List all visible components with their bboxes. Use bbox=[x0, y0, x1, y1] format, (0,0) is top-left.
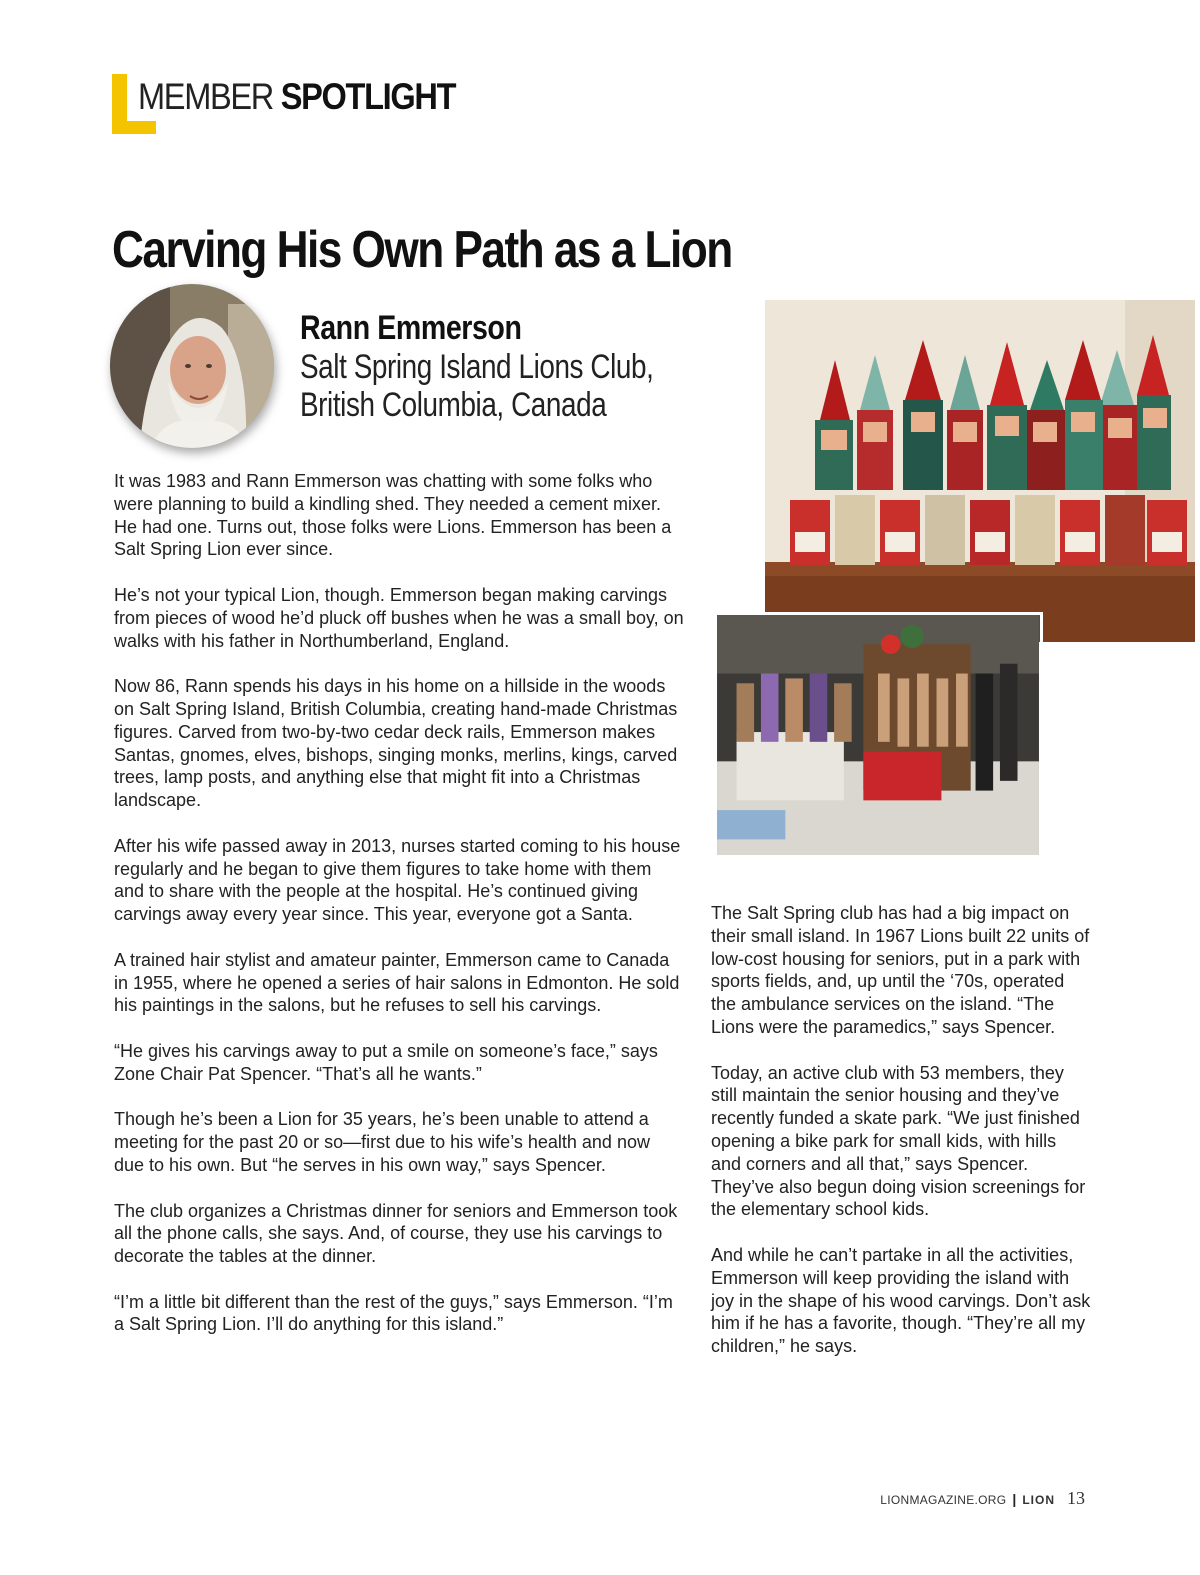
paragraph: It was 1983 and Rann Emmerson was chatting with some folks who were planning to build a kindling shed. They needed a cement mixer. He had one. Turns out, those folks were Lions. Emmerson has been a Salt Spring Lion ever since. bbox=[114, 471, 672, 560]
paragraph: Now 86, Rann spends his days in his home on a hillside in the woods on Salt Spring Island, British Columbia, creating hand-made Christmas figures. Carved from two-by-two cedar deck rails, Emmerson makes Santas, gnomes, elves, bishops, singing monks, merlins, kings, carved trees, lamp posts, and anything else that might fit into a Christmas landscape. bbox=[114, 676, 678, 811]
paragraph: He’s not your typical Lion, though. Emmerson began making carvings from pieces of wood he’d pluck off bushes when he was a small boy, on walks with his father in Northumberland, England. bbox=[114, 584, 684, 651]
paragraph: “He gives his carvings away to put a smile on someone’s face,” says Zone Chair Pat Spencer. “That’s all he wants.” bbox=[114, 1040, 658, 1084]
paragraph: Though he’s been a Lion for 35 years, he’s been unable to attend a meeting for the past 20 or so—first due to his wife’s health and now due to his own. But “he serves in his own way,” says Spencer. bbox=[114, 1109, 650, 1175]
member-club: Salt Spring Island Lions Club, bbox=[300, 348, 654, 386]
paragraph: Today, an active club with 53 members, they still maintain the senior housing and they’ve recently funded a skate park. “We just finished opening a bike park for small kids, with hills and corners and all that,” says Spencer. They’ve also begun doing vision screenings for the elementary school kids. bbox=[711, 1062, 1086, 1220]
carvings-photo-shelf bbox=[765, 300, 1195, 642]
section-label-bold: SPOTLIGHT bbox=[280, 76, 456, 117]
section-label-light: MEMBER bbox=[138, 76, 273, 117]
page-footer bbox=[880, 1488, 1085, 1509]
paragraph: After his wife passed away in 2013, nurses started coming to his house regularly and he began to give them figures to take home with them and to share with the people at the hospital. He’s continued giving carvings away every year since. This year, everyone got a Santa. bbox=[114, 835, 681, 925]
section-label bbox=[138, 76, 455, 118]
carvings-photo-table bbox=[713, 612, 1043, 858]
footer-separator: | bbox=[1012, 1491, 1017, 1507]
member-portrait bbox=[110, 284, 274, 448]
paragraph: A trained hair stylist and amateur painter, Emmerson came to Canada in 1955, where he opened a series of hair salons in Edmonton. He sold his paintings in the salons, but he refuses to sell his carvings. bbox=[114, 949, 680, 1016]
member-name: Rann Emmerson bbox=[300, 309, 522, 347]
article-body-left-column bbox=[114, 470, 684, 1359]
paragraph: The club organizes a Christmas dinner for seniors and Emmerson took all the phone calls, she says. And, of course, they use his carvings to decorate the tables at the dinner. bbox=[114, 1200, 678, 1267]
footer-brand: LION bbox=[1022, 1493, 1055, 1507]
paragraph: “I’m a little bit different than the rest of the guys,” says Emmerson. “I’m a Salt Spring Lion. I’ll do anything for this island.” bbox=[114, 1291, 673, 1335]
footer-site: LIONMAGAZINE.ORG bbox=[880, 1493, 1007, 1507]
paragraph: And while he can’t partake in all the activities, Emmerson will keep providing the island with joy in the shape of his wood carvings. Don’t ask him if he has a favorite, though. “They’re all my children,” he says. bbox=[711, 1244, 1091, 1357]
page-number: 13 bbox=[1067, 1488, 1085, 1508]
article-title: Carving His Own Path as a Lion bbox=[112, 221, 732, 279]
member-region: British Columbia, Canada bbox=[300, 386, 607, 424]
article-body-right-column bbox=[711, 902, 1091, 1381]
paragraph: The Salt Spring club has had a big impact on their small island. In 1967 Lions built 22 units of low-cost housing for seniors, put in a park with sports fields, and, up until the ‘70s, operated the ambulance services on the island. “The Lions were the paramedics,” says Spencer. bbox=[711, 903, 1090, 1037]
